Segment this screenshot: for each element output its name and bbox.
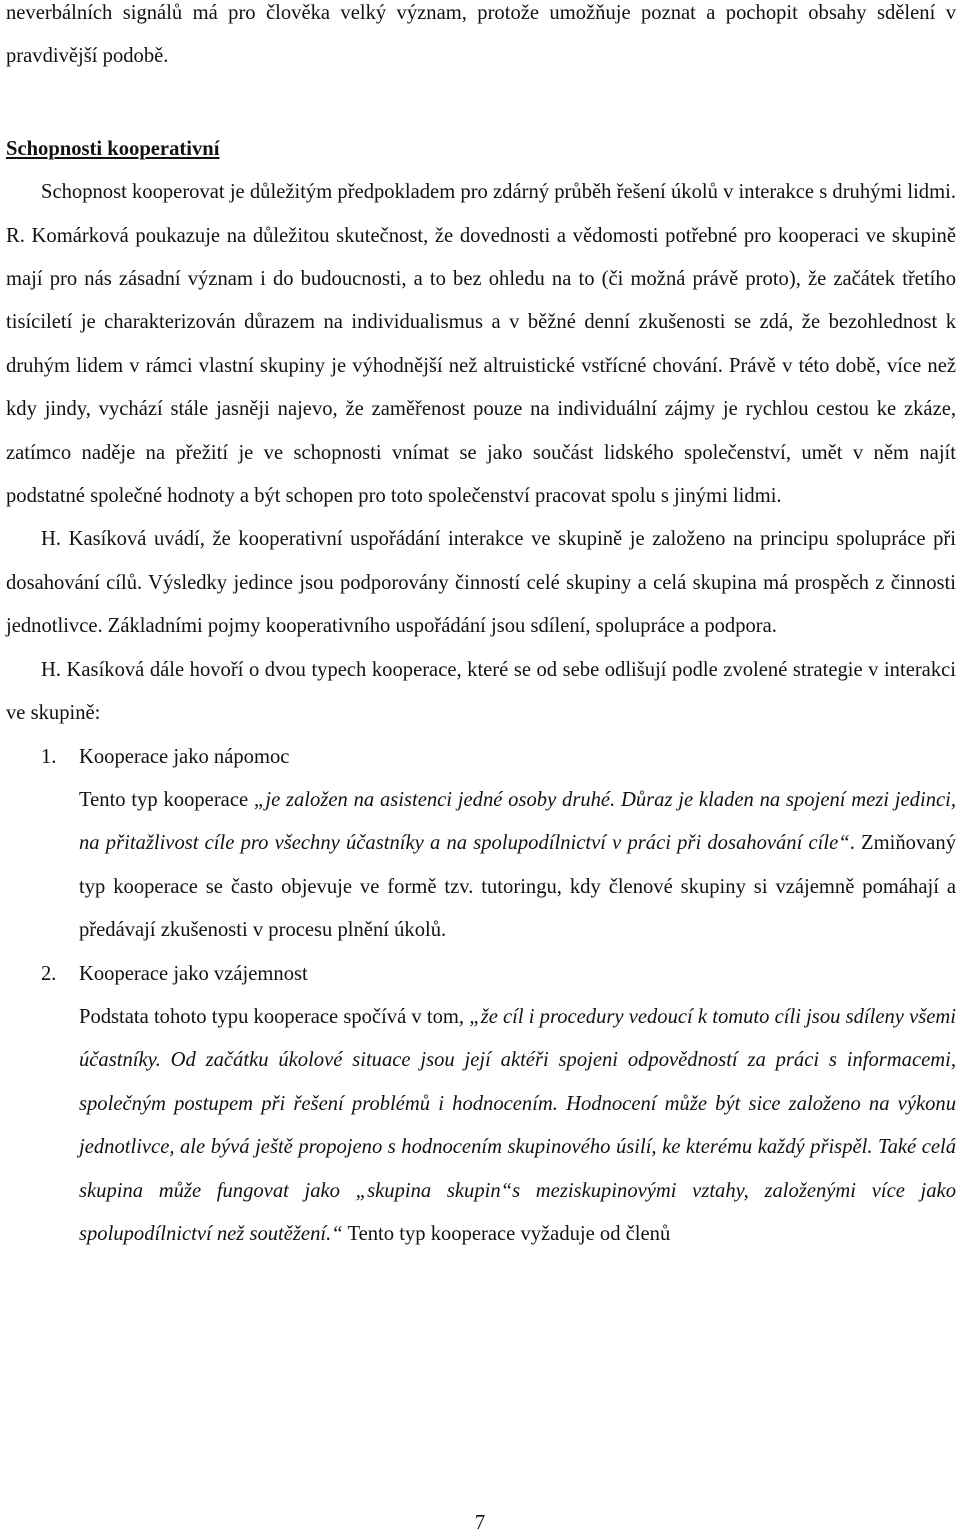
list-item-body-prefix: Podstata tohoto typu kooperace spočívá v tom, — [79, 1005, 470, 1028]
list-item-quote: „je založen na asistenci jedné osoby druhé. Důraz je kladen na spojení mezi jedinci, na přitažlivost cíle pro všechny účastníky a na spolupodílnictví v práci při dosahování cíle“ — [79, 788, 956, 855]
paragraph-3: H. Kasíková dále hovoří o dvou typech kooperace, které se od sebe odlišují podle zvolené strategie v interakci ve skupině: — [6, 658, 956, 725]
document-page — [6, 0, 956, 1256]
list-item-body — [79, 779, 956, 953]
list-item-body-prefix: Tento typ kooperace — [79, 788, 254, 811]
list-item-number: 2. — [41, 962, 57, 985]
list-item-quote: „že cíl i procedury vedoucí k tomuto cíli jsou sdíleny všemi účastníky. Od začátku úkolové situace jsou její aktéři spojeni odpovědností za práci s informacemi, společným postupem při řešení problémů i hodnocením. Hodnocení může být sice založeno na výkonu jednotlivce, ale bývá ještě propojeno s hodnocením skupinového úsilí, ke kterému každý přispěl. Také celá skupina může fungovat jako „skupina skupin“s meziskupinovými vztahy, založenými více jako spolupodílnictví než soutěžení.“ — [79, 1005, 956, 1245]
list-item-title: Kooperace jako nápomoc — [79, 745, 290, 768]
list-item-body — [79, 996, 956, 1256]
list-item-number: 1. — [41, 745, 57, 768]
page-number: 7 — [474, 1512, 486, 1534]
paragraph-1: Schopnost kooperovat je důležitým předpokladem pro zdárný průběh řešení úkolů v interakce s druhými lidmi. R. Komárková poukazuje na důležitou skutečnost, že dovednosti a vědomosti potřebné pro kooperaci ve skupině mají pro nás zásadní význam i do budoucnosti, a to bez ohledu na to (či možná právě proto), že začátek třetího tisíciletí je charakterizován důrazem na individualismus a v běžné denní zkušenosti se zdá, že bezohlednost k druhým lidem v rámci vlastní skupiny je výhodnější než altruistické vstřícné chování. Právě v této době, více než kdy jindy, vychází stále jasněji najevo, že zaměřenost pouze na individuální zájmy je rychlou cestou ke zkáze, zatímco naděje na přežití je ve schopnosti vnímat se jako součást lidského společenství, umět v něm najít podstatné společné hodnoty a být schopen pro toto společenství pracovat spolu s jinými lidmi. — [6, 181, 956, 508]
list-item-title: Kooperace jako vzájemnost — [79, 962, 308, 985]
list-item — [6, 953, 956, 1257]
section-heading: Schopnosti kooperativní — [6, 137, 220, 160]
list-item — [6, 736, 956, 953]
paragraph-intro: neverbálních signálů má pro člověka velký význam, protože umožňuje poznat a pochopit obsahy sdělení v pravdivější podobě. — [6, 2, 956, 68]
list-item-body-suffix: . Zmiňovaný typ kooperace se často objevuje ve formě tzv. tutoringu, kdy členové skupiny si vzájemně pomáhají a předávají zkušenosti v procesu plnění úkolů. — [79, 832, 956, 942]
paragraph-2: H. Kasíková uvádí, že kooperativní uspořádání interakce ve skupině je založeno na principu spolupráce při dosahování cílů. Výsledky jedince jsou podporovány činností celé skupiny a celá skupina má prospěch z činnosti jednotlivce. Základními pojmy kooperativního uspořádání jsou sdílení, spolupráce a podpora. — [6, 528, 956, 638]
list-item-body-suffix: Tento typ kooperace vyžaduje od členů — [342, 1222, 671, 1245]
